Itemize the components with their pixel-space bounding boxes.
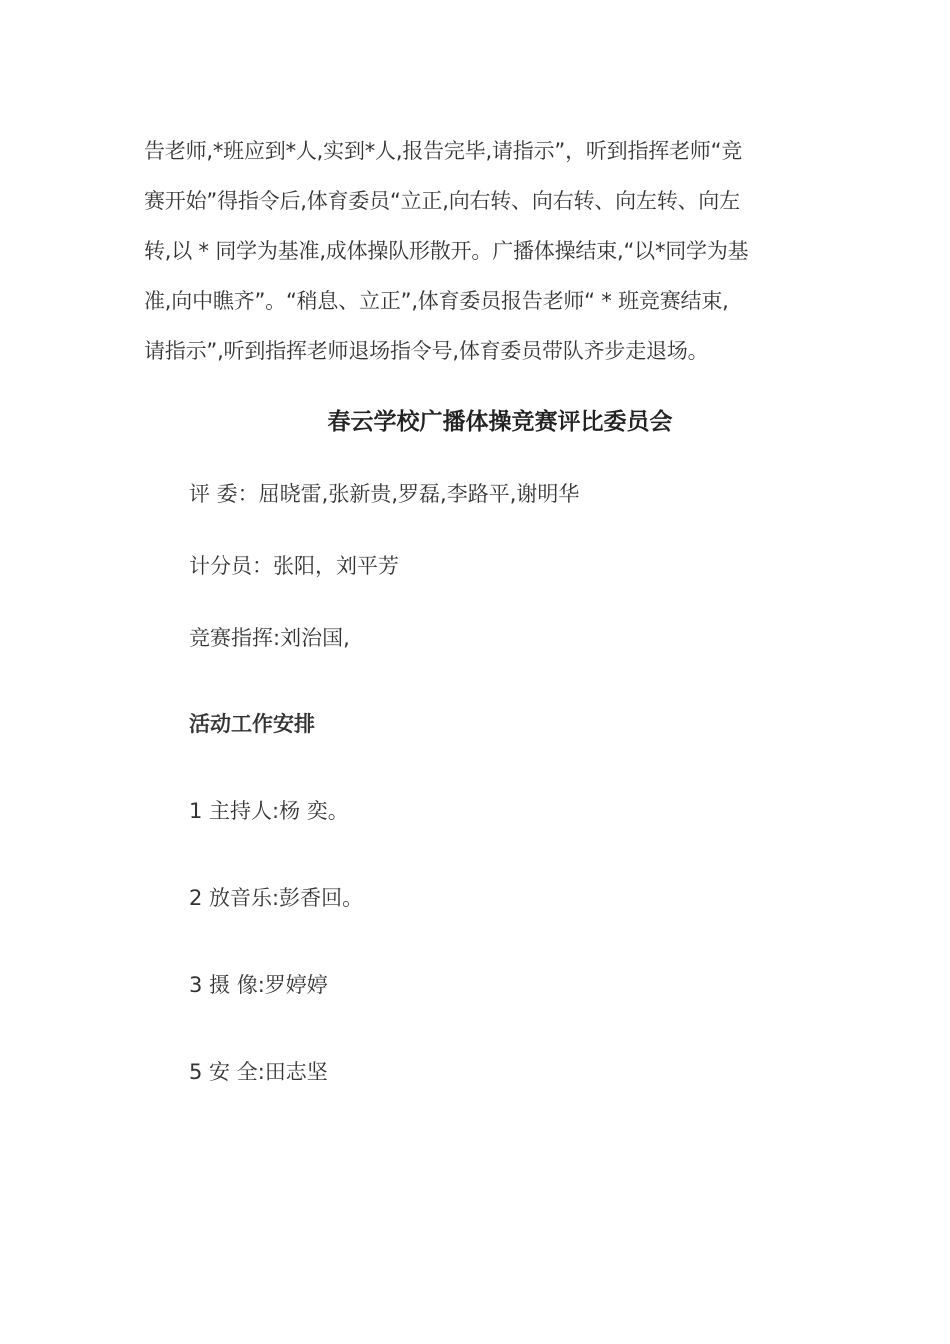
intro-line: 准,向中瞧齐”。“稍息、立正”,体育委员报告老师“ * 班竞赛结束,: [144, 289, 729, 313]
intro-line: 转,以 * 同学为基准,成体操队形散开。广播体操结束,“以*同学为基: [144, 239, 749, 263]
intro-line: 告老师,*班应到*人,实到*人,报告完毕,请指示”，听到指挥老师“竞: [144, 139, 743, 163]
arrangement-heading: 活动工作安排: [189, 712, 315, 736]
arrangement-item-safety: 5 安 全:田志坚: [189, 1060, 328, 1084]
conductor-line: 竞赛指挥:刘治国,: [189, 626, 350, 650]
arrangement-item-music: 2 放音乐:彭香回。: [189, 886, 364, 910]
arrangement-item-host: 1 主持人:杨 奕。: [189, 799, 349, 823]
scorers-line: 计分员：张阳，刘平芳: [189, 554, 399, 578]
committee-title: 春云学校广播体操竞赛评比委员会: [327, 409, 673, 435]
judges-line: 评 委：屈晓雷,张新贵,罗磊,李路平,谢明华: [189, 482, 580, 506]
intro-line: 赛开始”得指令后,体育委员“立正,向右转、向右转、向左转、向左: [144, 189, 740, 213]
intro-line: 请指示”,听到指挥老师退场指令号,体育委员带队齐步走退场。: [144, 339, 709, 363]
arrangement-item-camera: 3 摄 像:罗婷婷: [189, 973, 328, 997]
intro-paragraph: [144, 126, 824, 376]
